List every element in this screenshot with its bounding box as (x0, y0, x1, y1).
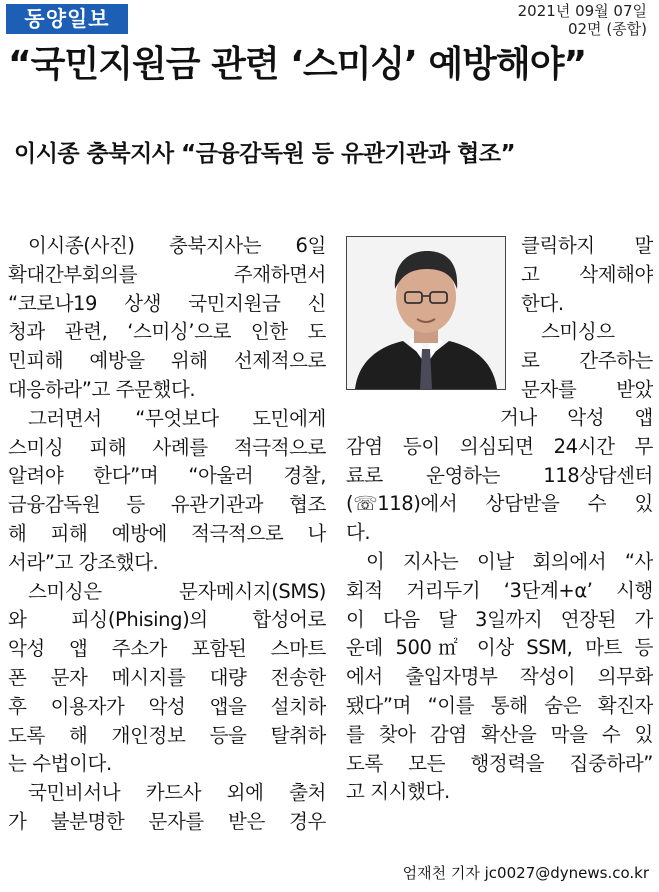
body-line: 민피해 예방을 위해 선제적으로 (8, 349, 326, 373)
body-line: 이 지사는 이날 회의에서 “사 (366, 549, 653, 573)
body-line: 한다. (521, 291, 564, 315)
body-line: 확대간부회의를 주재하면서 (8, 262, 326, 286)
body-line: 폰 문자 메시지를 대량 전송한 (8, 665, 326, 689)
body-line: (☏118)에서 상담받을 수 있 (346, 492, 653, 516)
body-line: 감염 등이 의심되면 24시간 무 (346, 434, 653, 458)
portrait-photo (346, 236, 506, 390)
body-line: 운데 500㎡ 이상 SSM, 마트 등 (346, 636, 653, 660)
article-body-right-top (521, 232, 653, 405)
issue-meta (518, 2, 647, 38)
body-line: 고 삭제해야 (521, 262, 653, 286)
body-line: 후 이용자가 악성 앱을 설치하 (8, 694, 326, 718)
body-line: 대응하라”고 주문했다. (8, 377, 196, 401)
body-line: 금융감독원 등 유관기관과 협조 (8, 493, 326, 517)
body-line: 로 간주하는 (521, 349, 653, 373)
body-line: 국민비서나 카드사 외에 출처 (28, 781, 326, 805)
issue-date: 2021년 09월 07일 (517, 2, 647, 20)
newspaper-logo: 동양일보 (6, 4, 128, 34)
body-line: 알려야 한다”며 “아울러 경찰, (8, 464, 326, 488)
article-body-right-column (346, 433, 653, 807)
body-line: 회적 거리두기 ‘3단계+α’ 시행 (346, 578, 653, 602)
issue-page: 02면 (종합) (567, 20, 647, 38)
body-line: 는 수법이다. (8, 752, 112, 776)
article-byline: 엄재천 기자 jc0027@dynews.co.kr (402, 864, 649, 882)
body-line: 스미싱 피해 사례를 적극적으로 (8, 435, 326, 459)
body-line: 가 불분명한 문자를 받은 경우 (8, 809, 326, 833)
article-title: “국민지원금 관련 ‘스미싱’ 예방해야” (8, 44, 587, 85)
body-line: 도록 모든 행정력을 집중하라” (346, 751, 653, 775)
article-body-left-column (8, 232, 326, 837)
article-body-right-wrap (500, 404, 653, 433)
article-subtitle: 이시종 충북지사 “금융감독원 등 유관기관과 협조” (14, 141, 516, 167)
body-line: 료로 운영하는 118상담센터 (346, 463, 653, 487)
body-line: 문자를 받았 (521, 377, 653, 401)
body-line: 다. (346, 521, 371, 545)
body-line: “코로나19 상생 국민지원금 신 (8, 291, 326, 315)
body-line: 스미싱으 (541, 320, 615, 344)
body-line: 이 다음 달 3일까지 연장된 가 (346, 607, 653, 631)
body-line: 거나 악성 앱 (500, 406, 653, 429)
body-line: 됐다”며 “이를 통해 숨은 확진자 (346, 693, 653, 717)
body-line: 도록 해 개인정보 등을 탈취하 (8, 723, 326, 747)
body-line: 클릭하지 말 (521, 234, 653, 257)
body-line: 와 피싱(Phising)의 합성어로 (8, 608, 326, 632)
body-line: 이시종(사진) 충북지사는 6일 (28, 234, 326, 257)
body-line: 서라”고 강조했다. (8, 550, 159, 574)
body-line: 에서 출입자명부 작성이 의무화 (346, 665, 653, 689)
body-line: 청과 관련, ‘스미싱’으로 인한 도 (8, 320, 326, 344)
body-line: 그러면서 “무엇보다 도민에게 (28, 406, 326, 430)
portrait-illustration (347, 237, 505, 389)
body-line: 를 찾아 감염 확산을 막을 수 있 (346, 722, 653, 746)
body-line: 해 피해 예방에 적극적으로 나 (8, 521, 326, 545)
body-line: 악성 앱 주소가 포함된 스마트 (8, 637, 326, 661)
body-line: 고 지시했다. (346, 780, 450, 804)
body-line: 스미싱은 문자메시지(SMS) (28, 579, 326, 603)
